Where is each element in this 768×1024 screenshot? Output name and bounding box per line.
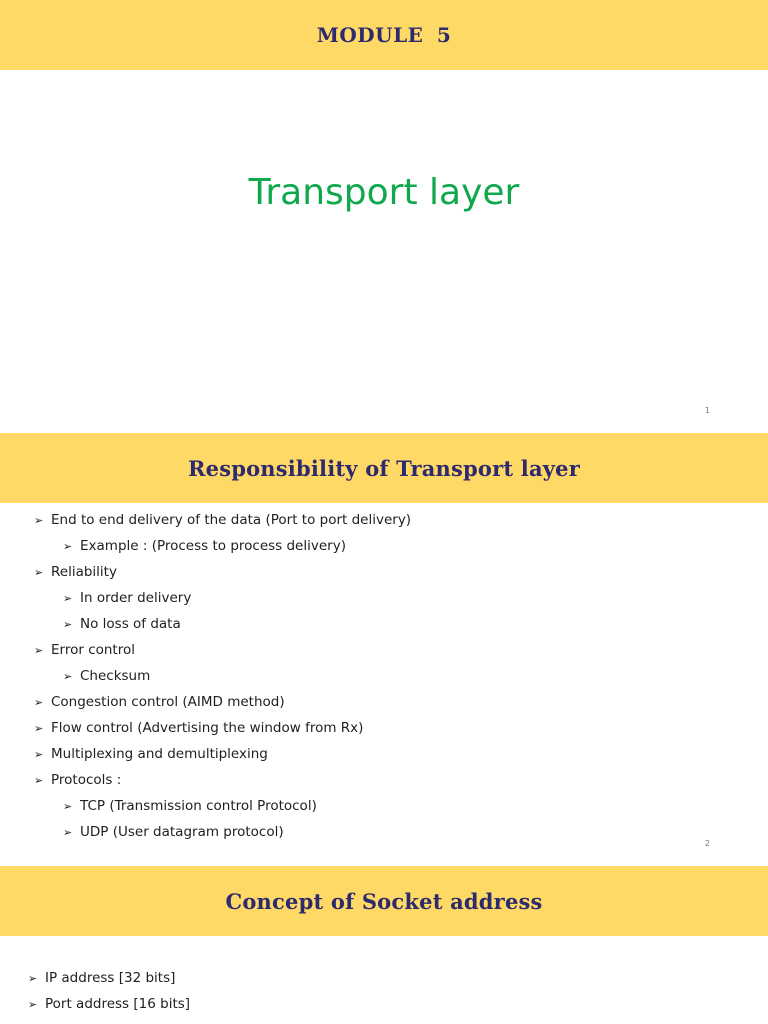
bullet-arrow-icon: ➢ [63, 591, 73, 605]
bullet-arrow-icon: ➢ [34, 747, 44, 761]
bullet-item [63, 796, 317, 816]
bullet-arrow-icon: ➢ [63, 799, 73, 813]
bullet-arrow-icon: ➢ [34, 773, 44, 787]
slide-1-page-number: 1 [704, 406, 710, 415]
bullet-text: Protocols : [51, 772, 122, 788]
bullet-text: Reliability [51, 564, 117, 580]
bullet-arrow-icon: ➢ [34, 695, 44, 709]
bullet-arrow-icon: ➢ [34, 721, 44, 735]
bullet-text: IP address [32 bits] [45, 970, 176, 986]
bullet-text: Flow control (Advertising the window from Rx) [51, 720, 364, 736]
bullet-text: Checksum [80, 668, 151, 684]
bullet-arrow-icon: ➢ [28, 997, 38, 1011]
slide-1 [0, 0, 768, 433]
bullet-arrow-icon: ➢ [34, 643, 44, 657]
responsibility-title: Responsibility of Transport layer [187, 455, 580, 481]
slide-1-banner [0, 0, 768, 70]
bullet-item [34, 744, 268, 764]
bullet-item [28, 994, 190, 1014]
slide-1-main-title: Transport layer [248, 172, 520, 213]
bullet-item [34, 640, 135, 660]
bullet-item [63, 666, 150, 686]
bullet-arrow-icon: ➢ [34, 565, 44, 579]
slide-3 [0, 866, 768, 1024]
bullet-text: Example : (Process to process delivery) [80, 538, 346, 554]
bullet-text: UDP (User datagram protocol) [80, 824, 284, 840]
bullet-item [34, 562, 117, 582]
bullet-arrow-icon: ➢ [34, 513, 44, 527]
bullet-text: In order delivery [80, 590, 192, 606]
bullet-item [34, 718, 363, 738]
bullet-text: Error control [51, 642, 135, 658]
bullet-text: Port address [16 bits] [45, 996, 191, 1012]
bullet-arrow-icon: ➢ [63, 617, 73, 631]
bullet-item [63, 614, 181, 634]
slide-2-page-number: 2 [704, 839, 710, 848]
slide-3-banner [0, 866, 768, 936]
bullet-text: Multiplexing and demultiplexing [51, 746, 268, 762]
bullet-item [34, 770, 121, 790]
bullet-item [63, 588, 191, 608]
bullet-arrow-icon: ➢ [63, 539, 73, 553]
bullet-text: No loss of data [80, 616, 181, 632]
slide-2-banner [0, 433, 768, 503]
bullet-arrow-icon: ➢ [28, 971, 38, 985]
slide-2 [0, 433, 768, 866]
bullet-arrow-icon: ➢ [63, 825, 73, 839]
module-title: MODULE 5 [316, 23, 452, 47]
bullet-text: TCP (Transmission control Protocol) [80, 798, 317, 814]
bullet-text: End to end delivery of the data (Port to port delivery) [51, 512, 412, 528]
bullet-item [34, 510, 411, 530]
bullet-arrow-icon: ➢ [63, 669, 73, 683]
socket-address-title: Concept of Socket address [225, 888, 543, 914]
bullet-text: Congestion control (AIMD method) [51, 694, 285, 710]
bullet-item [34, 692, 285, 712]
bullet-item [28, 968, 175, 988]
bullet-item [63, 822, 284, 842]
bullet-item [63, 536, 346, 556]
